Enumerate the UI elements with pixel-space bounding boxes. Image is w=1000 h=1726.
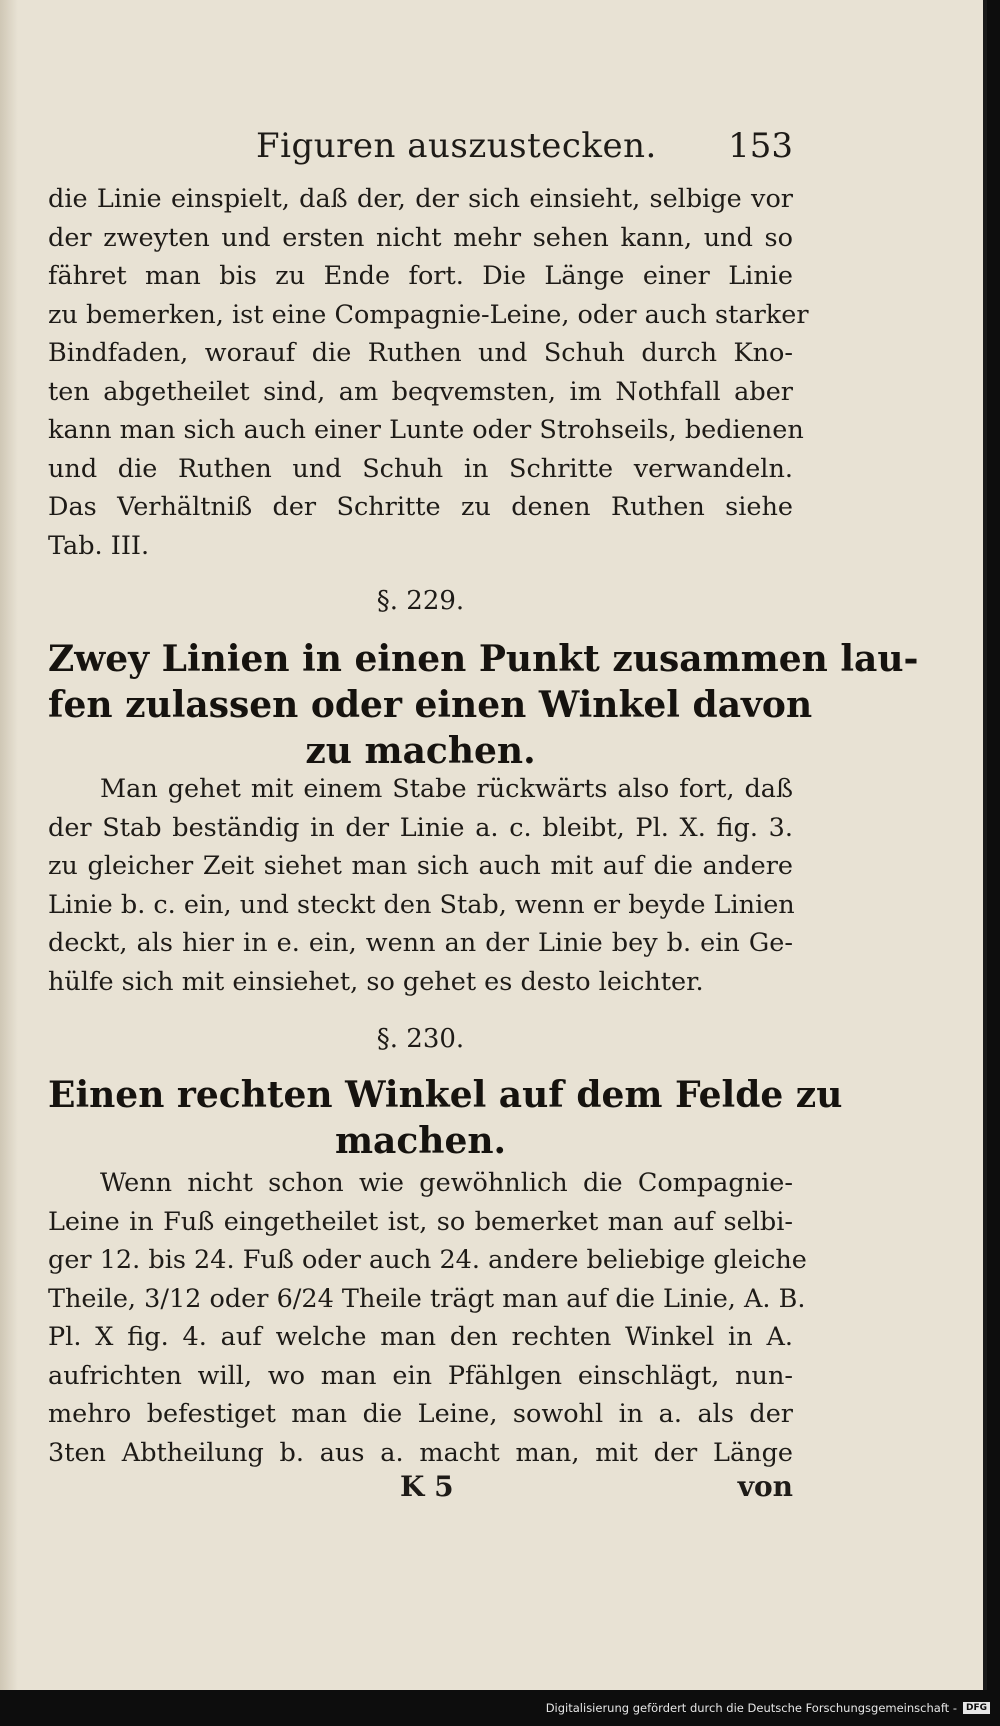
- page-fold-shadow: [0, 0, 18, 1690]
- text-line: mehro befestiget man die Leine, sowohl in a. als der: [48, 1399, 793, 1429]
- text-line: und die Ruthen und Schuh in Schritte verwandeln.: [48, 453, 793, 484]
- text-line: deckt, als hier in e. ein, wenn an der Linie bey b. ein Ge-: [48, 928, 793, 958]
- text-line: Pl. X fig. 4. auf welche man den rechten Winkel in A.: [48, 1322, 793, 1352]
- heading-line: machen.: [334, 1120, 507, 1162]
- dfg-logo: DFG: [963, 1702, 990, 1714]
- text-line: die Linie einspielt, daß der, der sich einsieht, selbige vor: [48, 184, 793, 214]
- text-line: kann man sich auch einer Lunte oder Strohseils, bedienen: [48, 415, 804, 445]
- signature-mark: K 5: [400, 1470, 454, 1503]
- running-header: [48, 126, 793, 172]
- paragraph-229: [48, 770, 793, 1001]
- text-line: Tab. III.: [48, 530, 150, 561]
- text-line: ger 12. bis 24. Fuß oder auch 24. andere beliebige gleiche: [48, 1245, 807, 1275]
- heading-line: Einen rechten Winkel auf dem Felde zu: [48, 1074, 843, 1116]
- text-line: Theile, 3/12 oder 6/24 Theile trägt man auf die Linie, A. B.: [48, 1283, 806, 1314]
- catchword: von: [737, 1470, 793, 1503]
- text-line: Bindfaden, worauf die Ruthen und Schuh durch Kno-: [48, 338, 793, 368]
- digitization-credit: [0, 1698, 1000, 1718]
- section-heading-230: [48, 1072, 843, 1164]
- text-line: 3ten Abtheilung b. aus a. macht man, mit der Länge: [48, 1437, 793, 1468]
- running-title: Figuren auszustecken.: [256, 126, 657, 166]
- section-number-229: §. 229.: [376, 586, 465, 616]
- section-heading-229: [48, 636, 919, 774]
- text-line: zu bemerken, ist eine Compagnie-Leine, oder auch starker: [48, 299, 809, 330]
- text-line: fähret man bis zu Ende fort. Die Länge einer Linie: [48, 261, 793, 291]
- text-line: hülfe sich mit einsiehet, so gehet es desto leichter.: [48, 966, 704, 997]
- text-line: der Stab beständig in der Linie a. c. bleibt, Pl. X. fig. 3.: [48, 812, 793, 843]
- text-line: Das Verhältniß der Schritte zu denen Ruthen siehe: [48, 492, 793, 522]
- credit-text: Digitalisierung gefördert durch die Deutsche Forschungsgemeinschaft -: [545, 1701, 957, 1715]
- text-line: der zweyten und ersten nicht mehr sehen kann, und so: [48, 222, 793, 253]
- paragraph-intro: [48, 180, 809, 565]
- paragraph-230: [48, 1164, 807, 1472]
- text-line: aufrichten will, wo man ein Pfählgen einschlägt, nun-: [48, 1360, 793, 1391]
- text-line: Leine in Fuß eingetheilet ist, so bemerket man auf selbi-: [48, 1206, 793, 1237]
- text-line: Man gehet mit einem Stabe rückwärts also fort, daß: [100, 774, 793, 804]
- section-number-230: §. 230.: [376, 1024, 465, 1054]
- page-footer: [48, 1470, 793, 1510]
- heading-line: fen zulassen oder einen Winkel davon: [48, 684, 813, 726]
- page-number: 153: [728, 126, 793, 166]
- text-line: zu gleicher Zeit siehet man sich auch mit auf die andere: [48, 851, 793, 881]
- text-line: Linie b. c. ein, und steckt den Stab, wenn er beyde Linien: [48, 889, 795, 920]
- heading-line: Zwey Linien in einen Punkt zusammen lau-: [48, 638, 919, 680]
- heading-line: zu machen.: [305, 730, 536, 772]
- text-line: ten abgetheilet sind, am beqvemsten, im Nothfall aber: [48, 376, 793, 407]
- text-line: Wenn nicht schon wie gewöhnlich die Compagnie-: [100, 1168, 793, 1198]
